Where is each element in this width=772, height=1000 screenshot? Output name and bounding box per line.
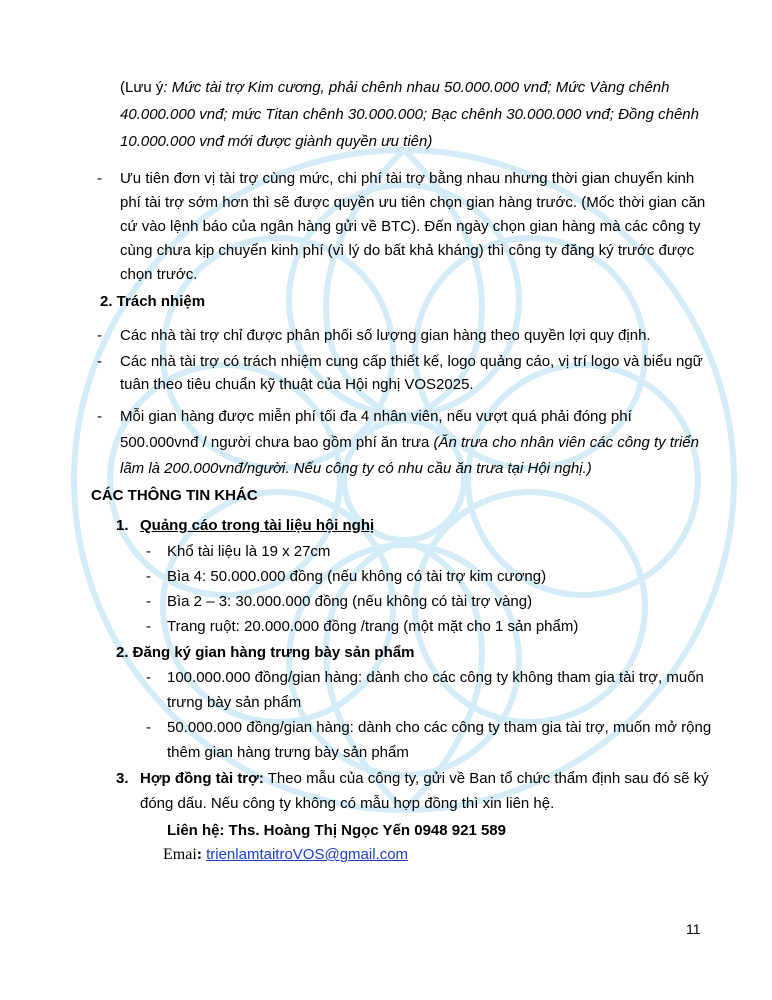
- priority-line-5: chọn trước.: [120, 266, 198, 283]
- bullet-dash: -: [146, 568, 151, 585]
- note-line-1: (Lưu ý: Mức tài trợ Kim cương, phải chênh nhau 50.000.000 vnđ; Mức Vàng chênh: [120, 79, 670, 96]
- responsibility-item-2-line-1: Các nhà tài trợ có trách nhiệm cung cấp thiết kế, logo quảng cáo, vị trí logo và biểu ngữ: [120, 353, 703, 370]
- bullet-dash: -: [146, 669, 151, 686]
- booth-item-1-line-1: 100.000.000 đồng/gian hàng: dành cho các công ty không tham gia tài trợ, muốn: [167, 669, 704, 686]
- priority-line-3: cứ vào lệnh báo của ngân hàng gửi về BTC). Đến ngày chọn gian hàng mà các công ty: [120, 218, 701, 235]
- note-line-3: 10.000.000 vnđ mới được giành quyền ưu tiên): [120, 133, 433, 150]
- page-number: 11: [686, 921, 701, 937]
- priority-line-4: cùng chưa kịp chuyển kinh phí (vì lý do bất khả kháng) thì công ty đăng ký trước được: [120, 242, 695, 259]
- ads-item: Bìa 4: 50.000.000 đồng (nếu không có tài trợ kim cương): [167, 568, 547, 585]
- section-heading-other: CÁC THÔNG TIN KHÁC: [91, 487, 258, 504]
- booth-item-2-line-2: thêm gian hàng trưng bày sản phẩm: [167, 744, 409, 761]
- booth-title: 2. Đăng ký gian hàng trưng bày sản phẩm: [116, 644, 415, 661]
- responsibility-item-1: Các nhà tài trợ chỉ được phân phối số lượng gian hàng theo quyền lợi quy định.: [120, 327, 651, 344]
- bullet-dash: -: [146, 719, 151, 736]
- responsibility-item-2-line-2: tuân theo tiêu chuẩn kỹ thuật của Hội nghị VOS2025.: [120, 376, 474, 393]
- priority-line-2: phí tài trợ sớm hơn thì sẽ được quyền ưu tiên chọn gian hàng trước. (Mốc thời gian căn: [120, 194, 706, 211]
- responsibility-item-3-line-2: 500.000vnđ / người chưa bao gồm phí ăn trưa (Ăn trưa cho nhân viên các công ty triển: [120, 434, 699, 451]
- bullet-dash: -: [146, 543, 151, 560]
- ads-item: Bìa 2 – 3: 30.000.000 đồng (nếu không có tài trợ vàng): [167, 593, 533, 610]
- contract-number: 3.: [116, 770, 129, 787]
- contract-line-1: Hợp đồng tài trợ: Theo mẫu của công ty, gửi về Ban tổ chức thẩm định sau đó sẽ ký: [140, 770, 709, 787]
- ads-item: Khổ tài liệu là 19 x 27cm: [167, 543, 331, 560]
- booth-item-2-line-1: 50.000.000 đồng/gian hàng: dành cho các công ty tham gia tài trợ, muốn mở rộng: [167, 719, 712, 736]
- ads-title: Quảng cáo trong tài liệu hội nghị: [140, 517, 375, 534]
- email-label: Emai: [163, 846, 197, 863]
- bullet-dash: -: [97, 353, 102, 370]
- responsibility-item-3-line-3: lãm là 200.000vnđ/người. Nếu công ty có nhu cầu ăn trưa tại Hội nghị.): [120, 460, 592, 477]
- ads-number: 1.: [116, 517, 129, 534]
- section-heading-responsibility: 2. Trách nhiệm: [100, 293, 206, 310]
- bullet-dash: -: [97, 170, 102, 187]
- responsibility-item-3-line-1: Mỗi gian hàng được miễn phí tối đa 4 nhân viên, nếu vượt quá phải đóng phí: [120, 408, 632, 425]
- note-line-2: 40.000.000 vnđ; mức Titan chênh 30.000.000; Bạc chênh 30.000.000 vnđ; Đồng chênh: [120, 106, 699, 123]
- email-link[interactable]: trienlamtaitroVOS@gmail.com: [206, 846, 409, 863]
- contact-info: Liên hệ: Ths. Hoàng Thị Ngọc Yến 0948 921 589: [167, 822, 506, 839]
- bullet-dash: -: [146, 593, 151, 610]
- email-line: Emai: trienlamtaitroVOS@gmail.com: [163, 846, 409, 863]
- contract-line-2: đóng dấu. Nếu công ty không có mẫu hợp đồng thì xin liên hệ.: [140, 795, 555, 812]
- ads-item: Trang ruột: 20.000.000 đồng /trang (một mặt cho 1 sản phẩm): [167, 618, 579, 635]
- bullet-dash: -: [97, 327, 102, 344]
- bullet-dash: -: [146, 618, 151, 635]
- priority-line-1: Ưu tiên đơn vị tài trợ cùng mức, chi phí tài trợ bằng nhau nhưng thời gian chuyển kinh: [120, 170, 695, 187]
- booth-item-1-line-2: trưng bày sản phẩm: [167, 694, 302, 711]
- bullet-dash: -: [97, 408, 102, 425]
